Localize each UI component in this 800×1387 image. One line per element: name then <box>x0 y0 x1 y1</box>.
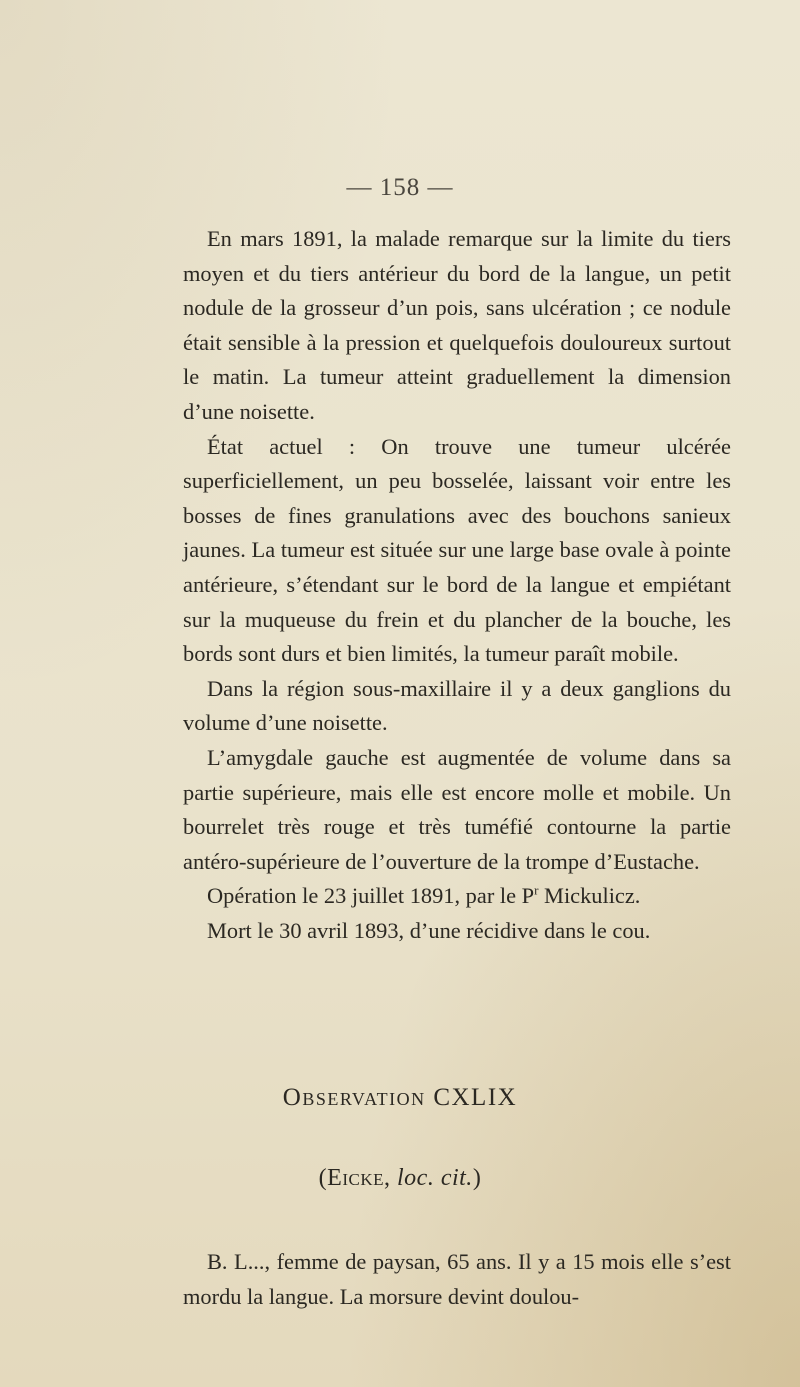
paragraph-amygdala: L’amygdale gauche est augmentée de volume dans sa partie supérieure, mais elle est encore molle et mobile. Un bourrelet très rouge et très tuméfié contourne la partie antéro-supérieure de l’ouverture de la trompe d’Eustache. <box>183 744 731 874</box>
professor-superscript: r <box>534 882 539 898</box>
operation-prefix: Opération le 23 juillet 1891, par le P <box>207 883 535 909</box>
operation-suffix: Mickulicz. <box>538 883 641 909</box>
paragraph-death: Mort le 30 avril 1893, d’une récidive dans le cou. <box>207 917 651 943</box>
source-open-paren: ( <box>318 1165 328 1191</box>
source-close-paren: ) <box>472 1165 482 1191</box>
observation-text <box>183 1245 731 1314</box>
source-separator: , <box>384 1165 397 1191</box>
paragraph-ganglions: Dans la région sous-maxillaire il y a deux ganglions du volume d’une noisette. <box>183 675 731 736</box>
observation-source <box>0 1165 800 1192</box>
paragraph-current-state: État actuel : On trouve une tumeur ulcérée superficiellement, un peu bosselée, laissant voir entre les bosses de fines granulations avec des bouchons sanieux jaunes. La tumeur est située sur une large base ovale à pointe antérieure, s’étendant sur le bord de la langue et empiétant sur la muqueuse du frein et du plancher de la bouche, les bords sont durs et bien limités, la tumeur paraît mobile. <box>183 433 731 667</box>
paragraph-observation: B. L..., femme de paysan, 65 ans. Il y a 15 mois elle s’est mordu la langue. La morsure devint doulou- <box>183 1249 731 1309</box>
main-text <box>183 222 731 948</box>
page-number: — 158 — <box>346 174 454 201</box>
source-author: Eicke <box>327 1165 384 1191</box>
paragraph-onset: En mars 1891, la malade remarque sur la limite du tiers moyen et du tiers antérieur du bord de la langue, un petit nodule de la grosseur d’un pois, sans ulcération ; ce nodule était sensible à la pression et quelquefois douloureux surtout le matin. La tumeur atteint graduellement la dimension d’une noisette. <box>183 226 731 424</box>
paragraph-operation <box>183 879 731 914</box>
source-reference: loc. cit. <box>397 1165 473 1191</box>
observation-title: Observation CXLIX <box>282 1084 518 1111</box>
